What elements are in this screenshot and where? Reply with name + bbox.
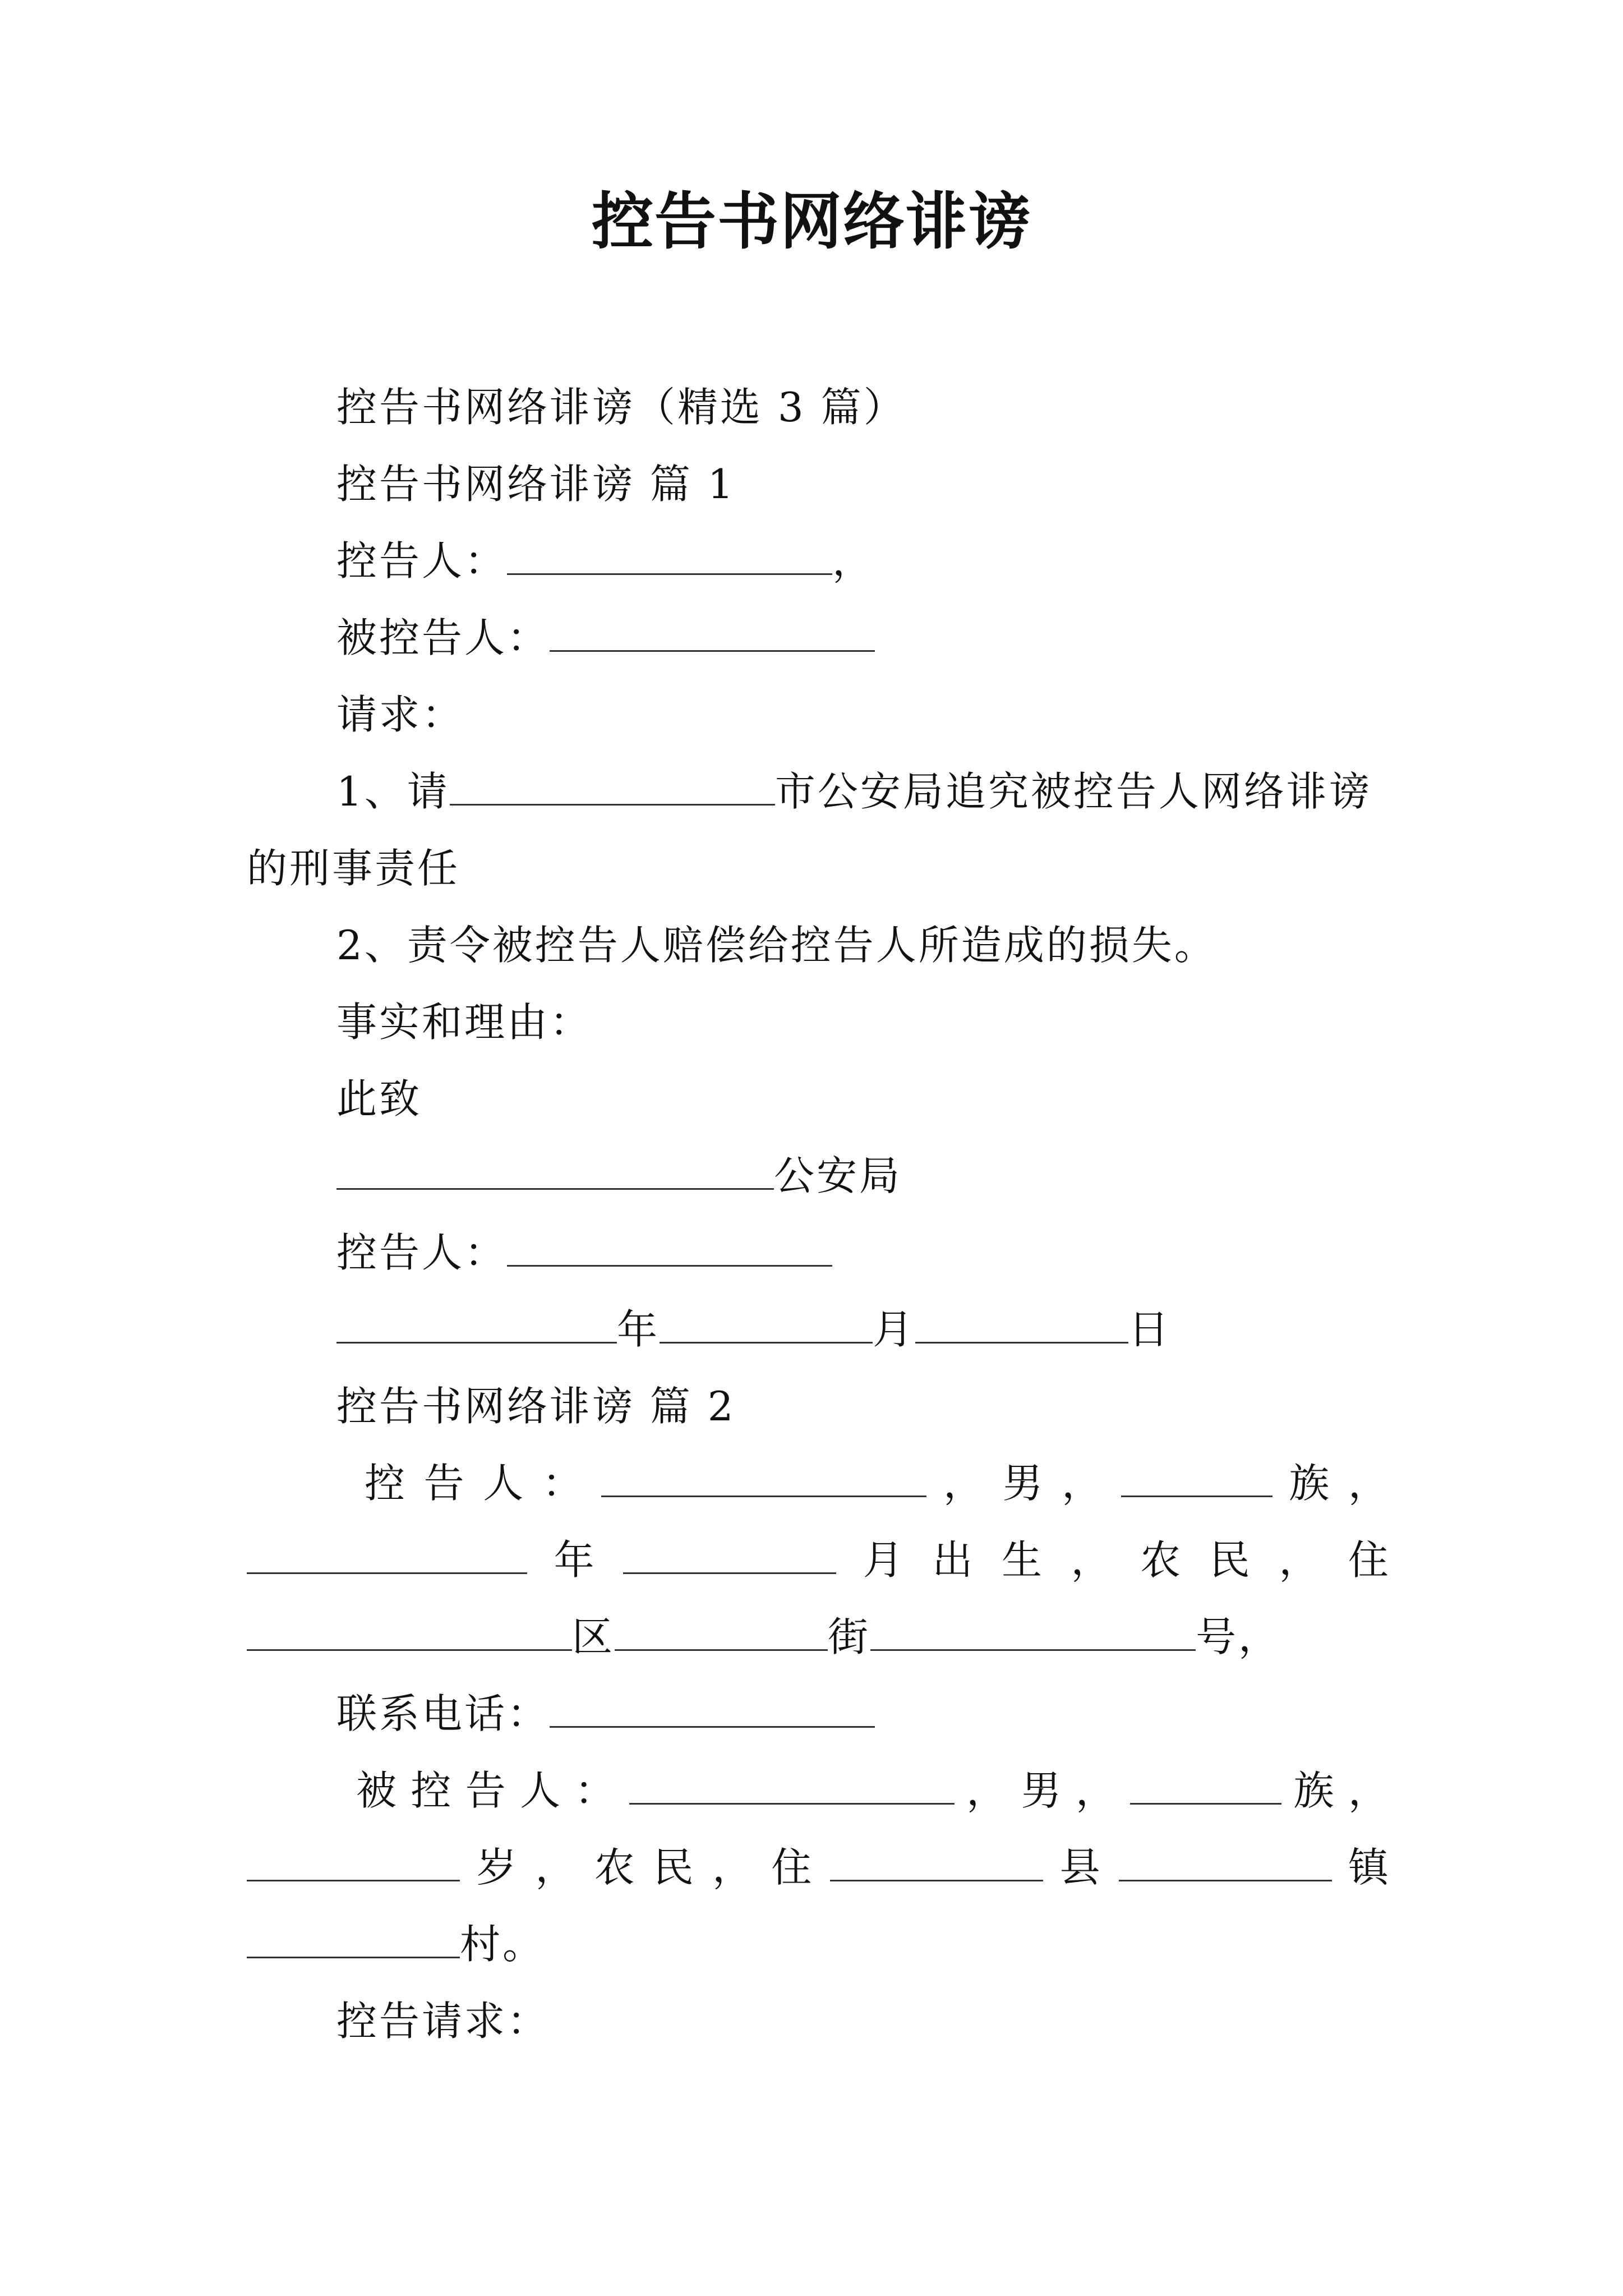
year-label: 年: [617, 1306, 660, 1353]
char: 生: [1001, 1536, 1044, 1584]
p2-def-name-blank: [629, 1770, 955, 1805]
day-label: 日: [1128, 1306, 1172, 1353]
char: ，: [535, 1844, 578, 1891]
p2-village-blank: [247, 1924, 460, 1958]
p2-street-blank: [615, 1617, 828, 1651]
char: 男: [1021, 1767, 1064, 1814]
char: 人: [520, 1767, 563, 1814]
p2-phone-line: [336, 1690, 1391, 1737]
p2-complainant-line-3: [247, 1613, 1391, 1660]
complainant-blank: [507, 541, 832, 575]
p2-town-blank: [1119, 1847, 1332, 1881]
char: 镇: [1348, 1844, 1391, 1891]
police-suffix: 公安局: [774, 1152, 902, 1199]
char: 年: [554, 1536, 597, 1584]
char: 告: [465, 1767, 508, 1814]
char: 出: [932, 1536, 975, 1584]
p2-age-blank: [247, 1847, 460, 1881]
char: ，: [1348, 1767, 1391, 1814]
date-line: [336, 1306, 1391, 1353]
char: 民: [653, 1844, 696, 1891]
request-item-1: [336, 768, 1391, 815]
sign-label: 控告人：: [336, 1229, 508, 1276]
item1-suffix: 市公安局追究被控告人网络诽谤: [774, 768, 1372, 815]
request-item-1-cont: 的刑事责任: [247, 845, 460, 892]
char: ，: [1071, 1536, 1114, 1584]
char: 控: [411, 1767, 454, 1814]
char: 区: [572, 1613, 615, 1660]
complainant-label: 控告人：: [336, 537, 508, 585]
defendant-blank: [550, 618, 875, 652]
p2-defendant-line-2: [247, 1844, 1391, 1891]
char: 控: [365, 1460, 408, 1507]
char: ，: [966, 1767, 1009, 1814]
sign-blank: [507, 1232, 832, 1267]
char: 号，: [1196, 1613, 1281, 1660]
comma: ，: [832, 537, 875, 585]
char: ：: [574, 1767, 617, 1814]
char: 人: [483, 1460, 526, 1507]
phone-label: 联系电话：: [336, 1690, 550, 1737]
char: 农: [1140, 1536, 1183, 1584]
char: 被: [356, 1767, 399, 1814]
char: 农: [594, 1844, 637, 1891]
year-blank: [336, 1309, 617, 1343]
p2-def-ethnic-blank: [1130, 1770, 1281, 1805]
phone-blank: [550, 1694, 875, 1728]
defendant-line: [336, 614, 1391, 661]
p2-number-blank: [870, 1617, 1196, 1651]
char: 县: [1059, 1844, 1103, 1891]
char: 族: [1289, 1460, 1332, 1507]
p2-complainant-line-1: [365, 1460, 1391, 1507]
char: ，: [943, 1460, 986, 1507]
sign-line: [336, 1229, 1391, 1276]
char: 民: [1209, 1536, 1252, 1584]
char: 族: [1293, 1767, 1336, 1814]
request-item-2: 2、责令被控告人赔偿给控告人所造成的损失。: [336, 922, 1217, 969]
defendant-label: 被控告人：: [336, 614, 550, 661]
char: ，: [1062, 1460, 1105, 1507]
month-label: 月: [873, 1306, 916, 1353]
char: ，: [1279, 1536, 1322, 1584]
day-blank: [915, 1309, 1128, 1343]
char: 村。: [460, 1921, 546, 1968]
part2-heading: 控告书网络诽谤 篇 2: [336, 1383, 736, 1430]
char: 街: [828, 1613, 871, 1660]
char: ，: [712, 1844, 755, 1891]
document-title: 控告书网络诽谤: [592, 186, 1031, 257]
char: 住: [1348, 1536, 1391, 1584]
regards: 此致: [336, 1075, 422, 1122]
char: 男: [1002, 1460, 1045, 1507]
char: ：: [542, 1460, 585, 1507]
char: 住: [771, 1844, 814, 1891]
char: ，: [1348, 1460, 1391, 1507]
intro-line: 控告书网络诽谤（精选 3 篇）: [336, 384, 906, 431]
char: ，: [1075, 1767, 1118, 1814]
city-blank: [450, 771, 775, 806]
complainant-line: [336, 537, 1391, 585]
facts-label: 事实和理由：: [336, 999, 593, 1046]
p2-county-blank: [830, 1847, 1043, 1881]
p2-complainant-line-2: [247, 1536, 1391, 1584]
police-blank: [336, 1156, 774, 1190]
char: 告: [423, 1460, 467, 1507]
request-label: 请求：: [336, 691, 465, 738]
p2-defendant-line-3: [247, 1921, 1391, 1968]
police-line: [336, 1152, 1391, 1199]
p2-claims-label: 控告请求：: [336, 1998, 550, 2045]
month-blank: [660, 1309, 873, 1343]
p2-ethnic-blank: [1121, 1463, 1272, 1497]
p2-year-blank: [247, 1540, 527, 1574]
item1-prefix: 1、请: [336, 768, 450, 815]
char: 岁: [476, 1844, 519, 1891]
p2-defendant-line-1: [356, 1767, 1391, 1814]
p2-name-blank: [601, 1463, 926, 1497]
part1-heading: 控告书网络诽谤 篇 1: [336, 461, 736, 508]
p2-month-blank: [623, 1540, 836, 1574]
char: 月: [863, 1536, 906, 1584]
p2-district-blank: [247, 1617, 572, 1651]
